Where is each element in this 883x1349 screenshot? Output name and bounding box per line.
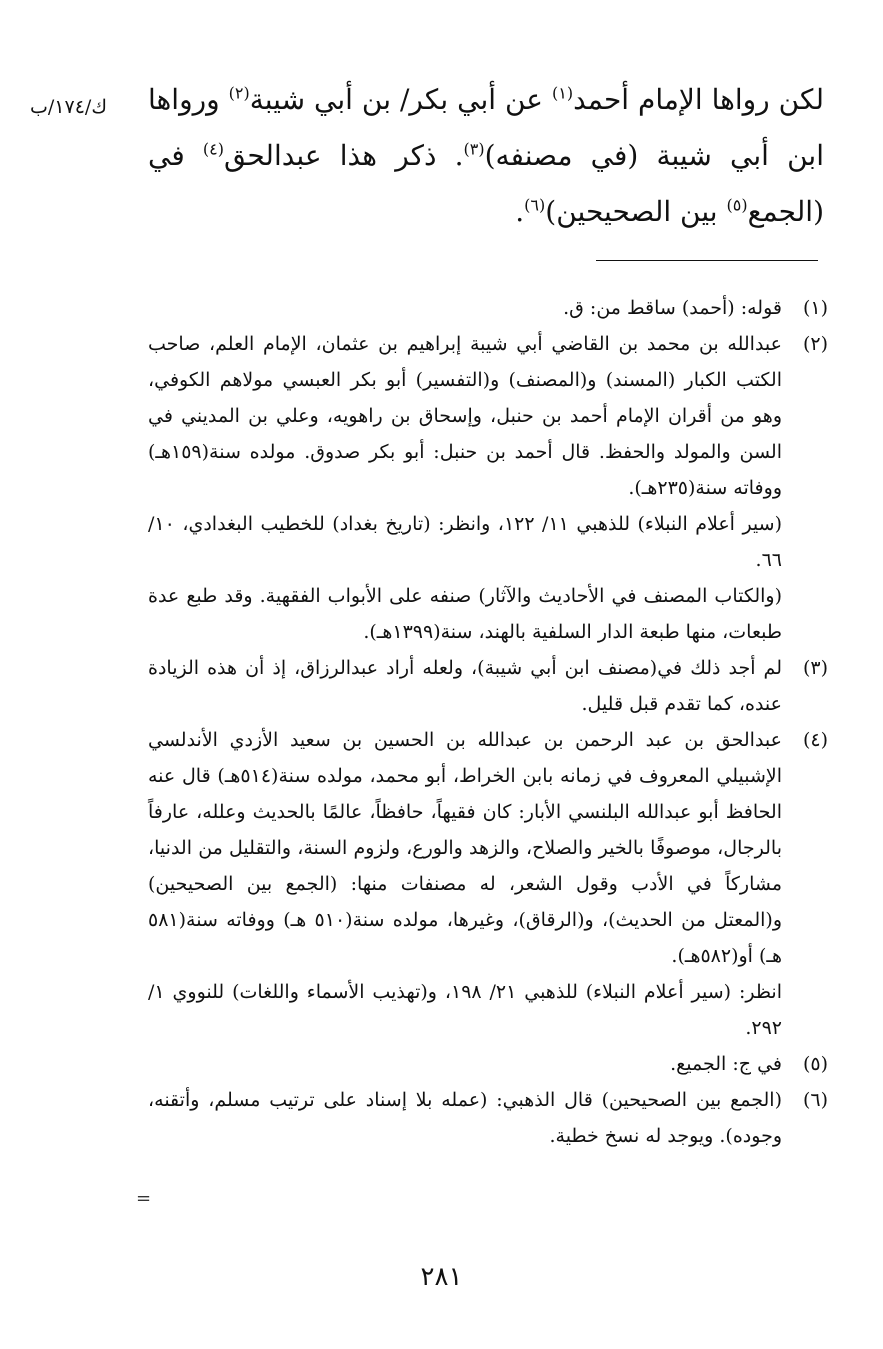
main-text <box>148 72 824 240</box>
margin-folio-note: ك/١٧٤/ب <box>30 96 107 118</box>
footnote-number: (٤) <box>802 729 828 751</box>
footnote-paragraph: انظر: (سير أعلام النبلاء) للذهبي ٢١/ ١٩٨، و(تهذيب الأسماء واللغات) للنووي ١/ ٢٩٢. <box>148 981 782 1039</box>
footnote-body <box>148 650 782 722</box>
footnote-paragraph: (الجمع بين الصحيحين) قال الذهبي: (عمله بلا إسناد على ترتيب مسلم، وأتقنه، وجوده). ويوجد له نسخ خطية. <box>148 1089 782 1147</box>
footnote-body <box>148 1046 782 1082</box>
footnote-body <box>148 326 782 650</box>
footnote-paragraph: (والكتاب المصنف في الأحاديث والآثار) صنفه على الأبواب الفقهية. وقد طبع عدة طبعات، منها طبعة الدار السلفية بالهند، سنة(١٣٩٩هـ). <box>148 585 782 643</box>
footnote-number: (٢) <box>802 333 828 355</box>
footnote-body <box>148 722 782 1046</box>
footnote <box>148 290 828 326</box>
footnote <box>148 326 828 650</box>
main-text-segment: . <box>515 195 525 228</box>
footnote-number: (٣) <box>802 657 828 679</box>
footnote-paragraph: عبدالحق بن عبد الرحمن بن عبدالله بن الحسين بن سعيد الأزدي الأندلسي الإشبيلي المعروف في زمانه بابن الخراط، أبو محمد، مولده سنة(٥١٤هـ) قال عنه الحافظ أبو عبدالله البلنسي الأبار: كان فقيهاً، حافظاً، عالمًا بالحديث وعلله، عارفاً بالرجال، موصوفًا بالخير والصلاح، والزهد والورع، ولزوم السنة، والتقليل من الدنيا، مشاركاً في الأدب وقول الشعر، له مصنفات منها: (الجمع بين الصحيحين) و(المعتل من الحديث)، و(الرقاق)، وغيرها، مولده سنة(٥١٠ هـ) ووفاته سنة(٥٨١ هـ) أو(٥٨٢هـ). <box>148 729 782 967</box>
footnotes <box>148 290 828 1154</box>
footnote-number: (١) <box>802 297 828 319</box>
footnote-reference: (٦) <box>524 195 546 215</box>
footnote-number: (٦) <box>802 1089 828 1111</box>
footnote-number: (٥) <box>802 1053 828 1075</box>
footnote-body <box>148 1082 782 1154</box>
footnote <box>148 722 828 1046</box>
footnote-reference: (٥) <box>726 195 748 215</box>
footnote-body <box>148 290 782 326</box>
main-text-segment: بين الصحيحين) <box>545 195 727 228</box>
main-text-segment: في (الجمع <box>148 139 824 228</box>
footnote-paragraph: قوله: (أحمد) ساقط من: ق. <box>563 297 782 319</box>
footnote <box>148 650 828 722</box>
main-text-segment: . ذكر هذا عبدالحق <box>224 139 464 172</box>
footnote-separator <box>596 260 818 261</box>
footnote-reference: (٢) <box>228 83 250 103</box>
main-text-segment: ورواها ابن أبي شيبة (في مصنفه) <box>148 83 824 172</box>
footnote-reference: (١) <box>551 83 574 103</box>
footnote-paragraph: في ج: الجميع. <box>670 1053 782 1075</box>
footnote <box>148 1046 828 1082</box>
footnote-paragraph: (سير أعلام النبلاء) للذهبي ١١/ ١٢٢، وانظر: (تاريخ بغداد) للخطيب البغدادي، ١٠/ ٦٦. <box>148 513 782 571</box>
main-text-segment: عن أبي بكر/ بن أبي شيبة <box>249 83 552 116</box>
footnote-paragraph: لم أجد ذلك في(مصنف ابن أبي شيبة)، ولعله أراد عبدالرزاق، إذ أن هذه الزيادة عنده، كما تقدم قبل قليل. <box>148 657 782 715</box>
footnote-reference: (٣) <box>463 139 485 159</box>
footnote-reference: (٤) <box>202 139 224 159</box>
main-text-segment: لكن رواها الإمام أحمد <box>573 83 824 116</box>
footnote <box>148 1082 828 1154</box>
stray-mark: = <box>136 1188 152 1209</box>
page-number: ٢٨١ <box>420 1262 463 1292</box>
footnote-paragraph: عبدالله بن محمد بن القاضي أبي شيبة إبراهيم بن عثمان، الإمام العلم، صاحب الكتب الكبار (المسند) و(المصنف) و(التفسير) أبو بكر العبسي مولاهم الكوفي، وهو من أقران الإمام أحمد بن حنبل، وإسحاق بن راهويه، وعلي بن المديني في السن والمولد والحفظ. قال أحمد بن حنبل: أبو بكر صدوق. مولده سنة(١٥٩هـ) ووفاته سنة(٢٣٥هـ). <box>148 333 782 499</box>
